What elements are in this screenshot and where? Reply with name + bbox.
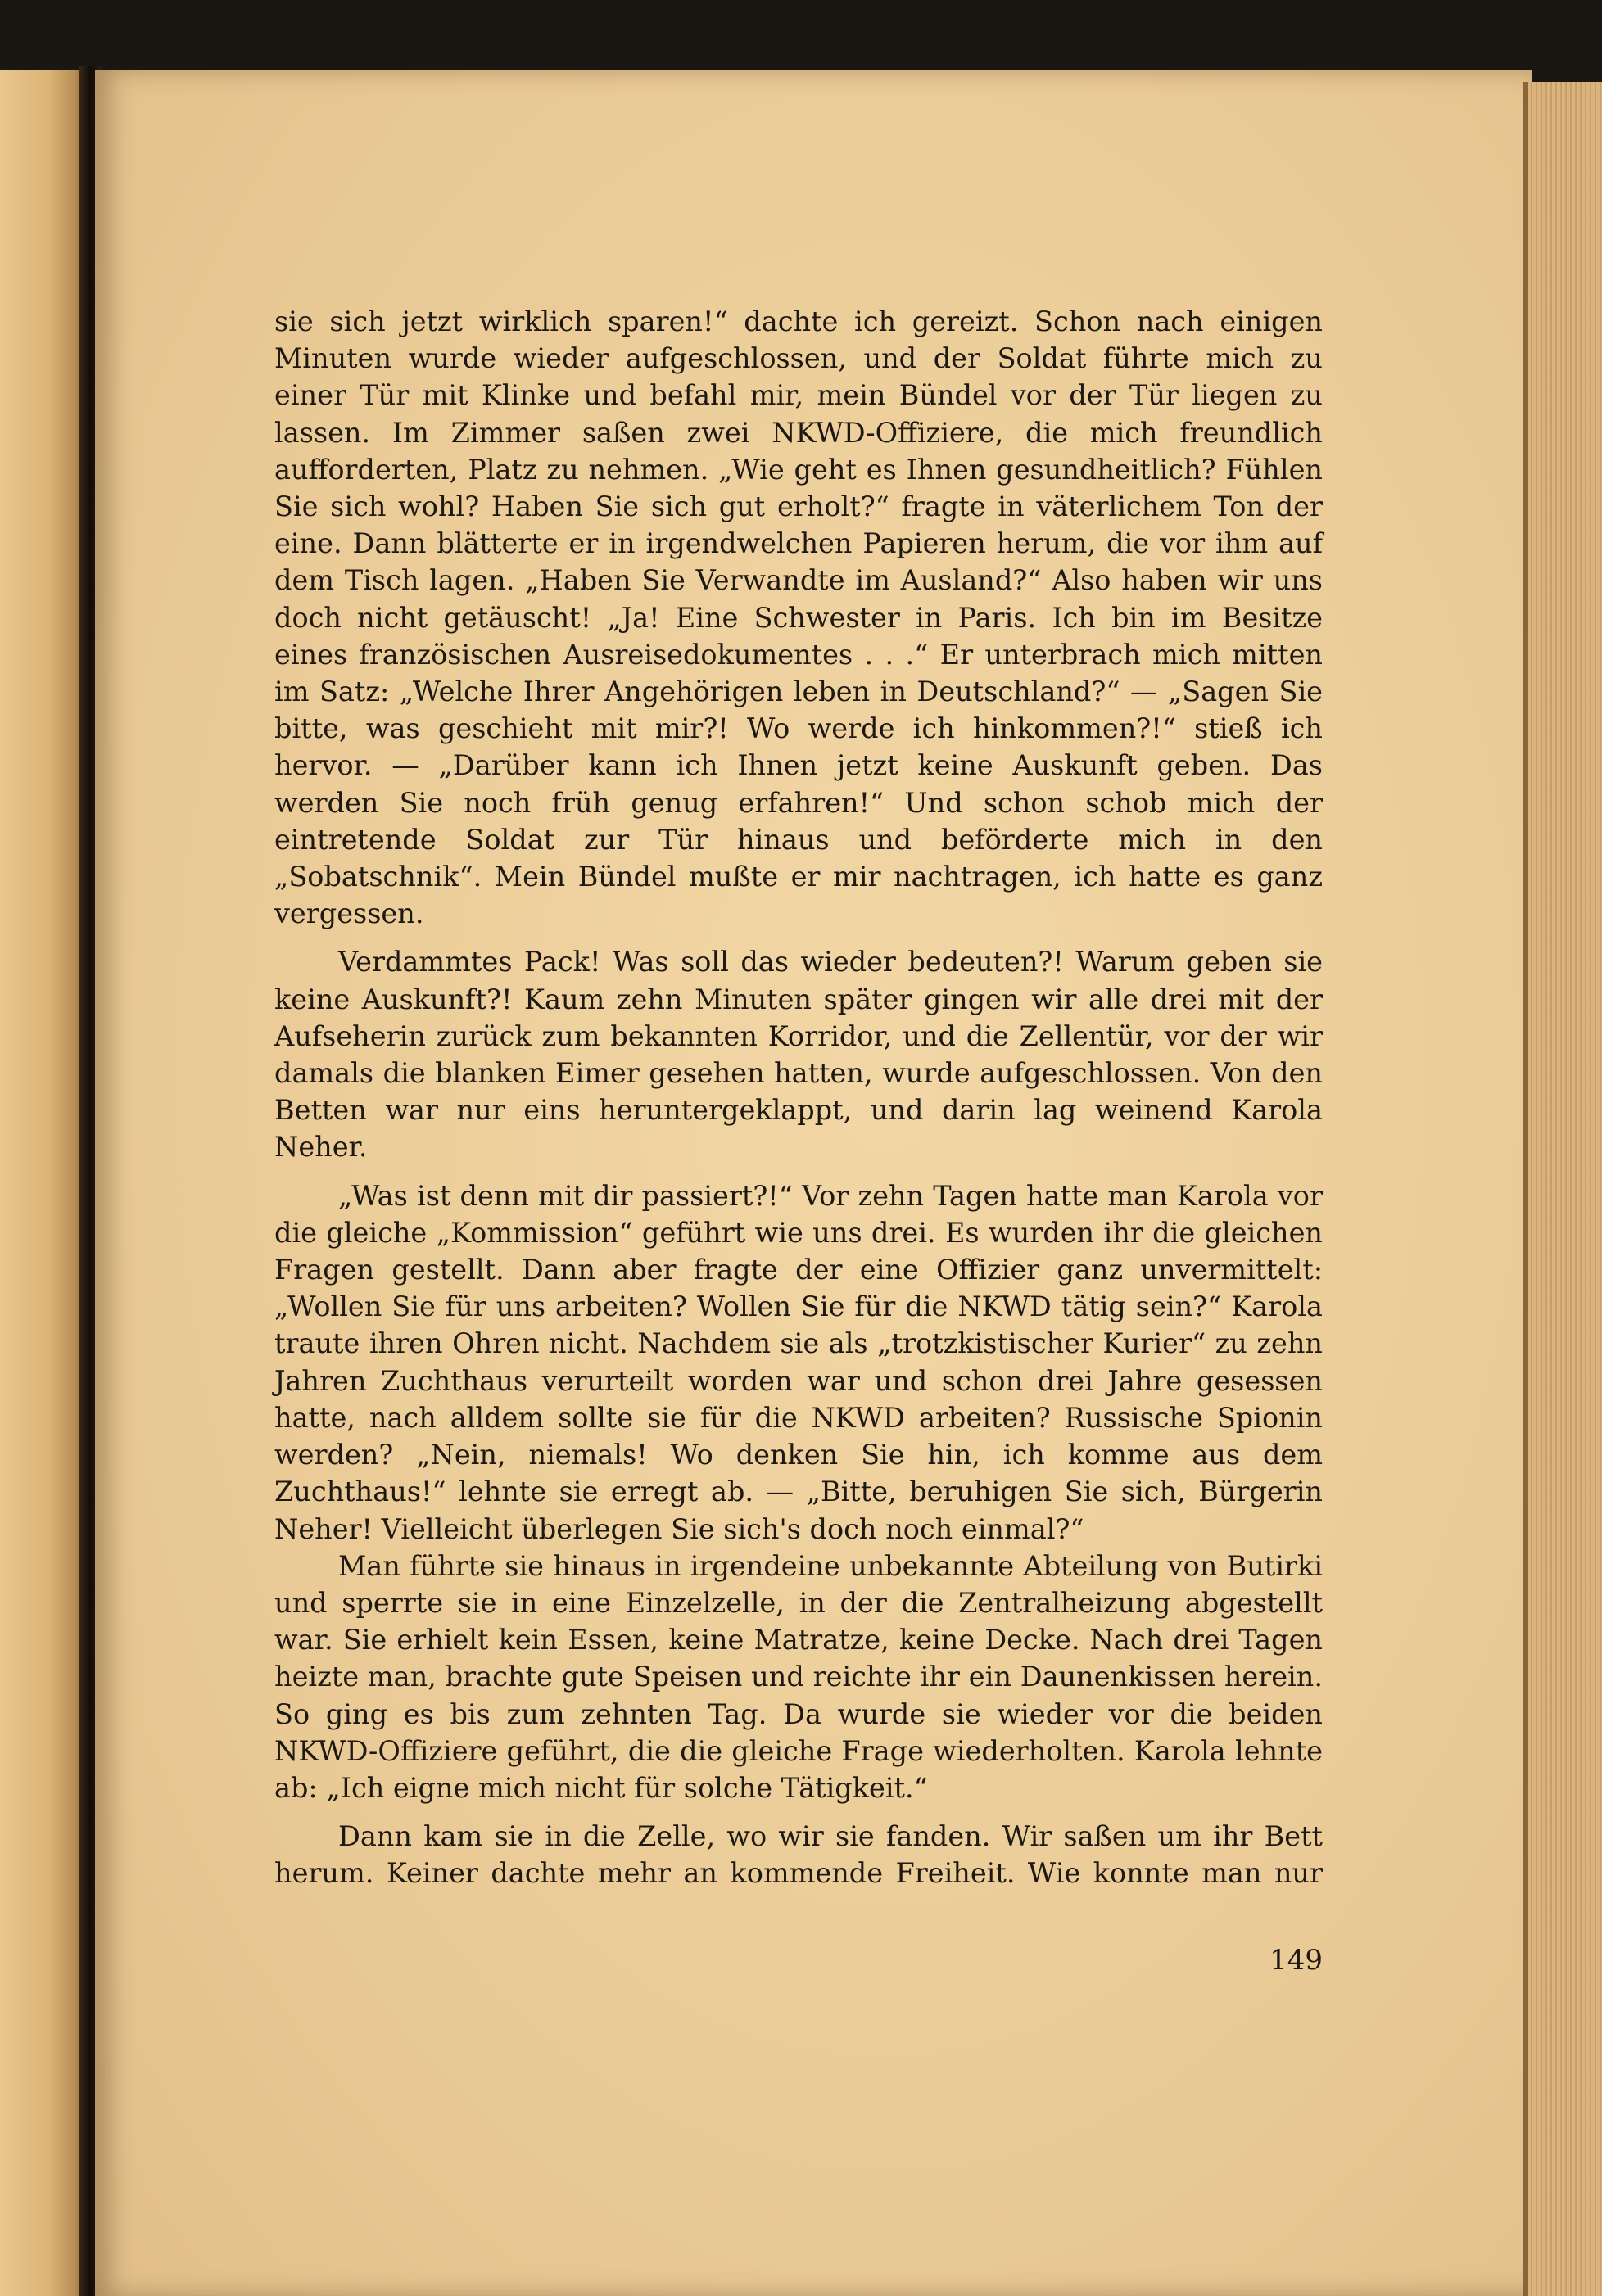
stacked-page-edges [1528, 82, 1602, 2296]
paragraph: „Was ist denn mit dir passiert?!“ Vor zehn Tagen hatte man Karola vor die gleiche „Kommission“ geführt wie uns drei. Es wurden ihr die gleichen Fragen gestellt. Dann aber fragte der eine Offizier ganz unvermittelt: „Wollen Sie für uns arbeiten? Wollen Sie für die NKWD tätig sein?“ Karola traute ihren Ohren nicht. Nachdem sie als „trotzkistischer Kurier“ zu zehn Jahren Zuchthaus verurteilt worden war und schon drei Jahre gesessen hatte, nach alldem sollte sie für die NKWD arbeiten? Russische Spionin werden? „Nein, niemals! Wo denken Sie hin, ich komme aus dem Zuchthaus!“ lehnte sie erregt ab. — „Bitte, beruhigen Sie sich, Bürgerin Neher! Vielleicht überlegen Sie sich's doch noch einmal?“ [274, 1179, 1323, 1545]
left-page-edge [0, 70, 88, 2296]
paragraph: Verdammtes Pack! Was soll das wieder bedeuten?! Warum geben sie keine Auskunft?! Kaum zehn Minuten später gingen wir alle drei mit der Aufseherin zurück zum bekannten Korridor, und die Zellentür, vor der wir damals die blanken Eimer gesehen hatten, wurde aufgeschlossen. Von den Betten war nur eins heruntergeklappt, und darin lag weinend Karola Neher. [274, 946, 1323, 1164]
paragraph: Man führte sie hinaus in irgendeine unbekannte Abteilung von Butirki und sperrte sie in eine Einzelzelle, in der die Zentralheizung abgestellt war. Sie erhielt kein Essen, keine Matratze, keine Decke. Nach drei Tagen heizte man, brachte gute Speisen und reichte ihr ein Daunenkissen herein. So ging es bis zum zehnten Tag. Da wurde sie wieder vor die beiden NKWD-Offiziere geführt, die die gleiche Frage wiederholten. Karola lehnte ab: „Ich eigne mich nicht für solche Tätigkeit.“ [274, 1549, 1323, 1804]
paragraph: sie sich jetzt wirklich sparen!“ dachte ich gereizt. Schon nach einigen Minuten wurde wieder aufgeschlossen, und der Soldat führte mich zu einer Tür mit Klinke und befahl mir, mein Bündel vor der Tür liegen zu lassen. Im Zimmer saßen zwei NKWD-Offiziere, die mich freundlich aufforderten, Platz zu nehmen. „Wie geht es Ihnen gesundheitlich? Fühlen Sie sich wohl? Haben Sie sich gut erholt?“ fragte in väterlichem Ton der eine. Dann blätterte er in irgendwelchen Papieren herum, die vor ihm auf dem Tisch lagen. „Haben Sie Verwandte im Ausland?“ Also haben wir uns doch nicht getäuscht! „Ja! Eine Schwester in Paris. Ich bin im Besitze eines französischen Ausreisedokumentes . . .“ Er unterbrach mich mitten im Satz: „Welche Ihrer Angehörigen leben in Deutschland?“ — „Sagen Sie bitte, was geschieht mit mir?! Wo werde ich hinkommen?!“ stieß ich hervor. — „Darüber kann ich Ihnen jetzt keine Auskunft geben. Das werden Sie noch früh genug erfahren!“ Und schon schob mich der eintretende Soldat zur Tür hinaus und beförderte mich in den „Sobatschnik“. Mein Bündel mußte er mir nachtragen, ich hatte es ganz vergessen. [274, 305, 1323, 930]
paragraph: Dann kam sie in die Zelle, wo wir sie fanden. Wir saßen um ihr Bett herum. Keiner dachte mehr an kommende Freiheit. Wie konnte man nur [274, 1820, 1323, 1890]
body-text [274, 303, 1323, 1892]
page-number: 149 [1269, 1944, 1323, 1977]
